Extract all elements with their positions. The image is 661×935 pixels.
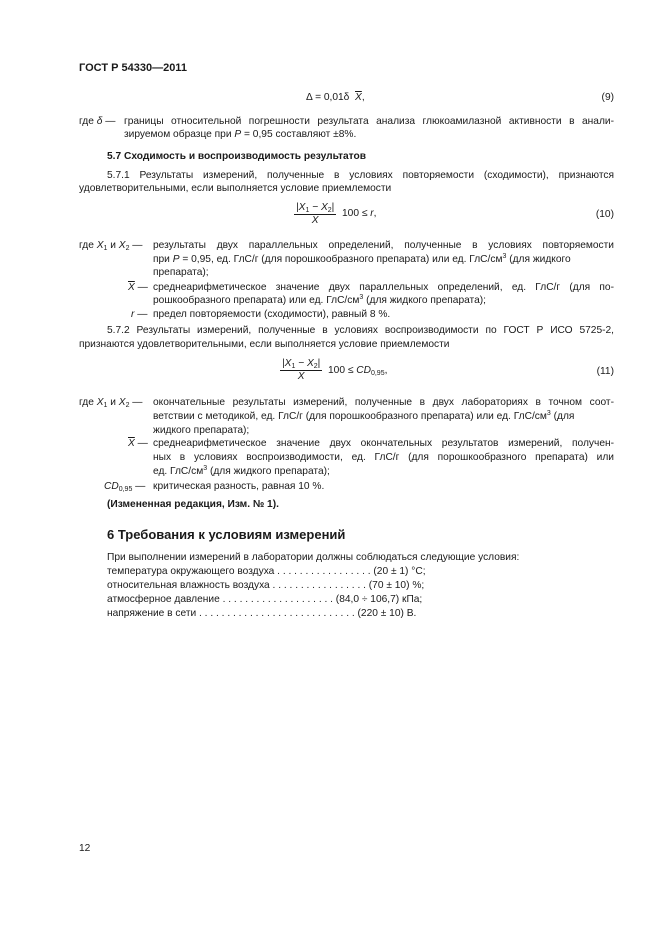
defs10-xbar-lead: $\overline{X}$ —	[128, 282, 148, 293]
equation-9	[306, 92, 365, 103]
defs11-cd-line1: критическая разность, равная 10 %.	[153, 481, 325, 492]
defs10-line3: препарата);	[153, 267, 209, 278]
defs11-line3: жидкого препарата);	[153, 425, 250, 436]
section-5-7-title: 5.7 Сходимость и воспроизводимость результатов	[107, 151, 366, 162]
defs10-r-lead: r —	[131, 309, 148, 320]
document-header: ГОСТ Р 54330—2011	[79, 62, 187, 74]
para-5-7-1-line1: 5.7.1 Результаты измерений, полученные в условиях повторяемости (сходимости), признаются	[107, 170, 614, 181]
defs11-xbar-line2: ных в условиях воспроизводимости, ед. ГлС/г (для порошкообразного препарата) или	[153, 452, 614, 463]
page-number: 12	[79, 843, 91, 854]
defs10-line2: при Р = 0,95, ед. ГлС/г (для порошкообразного препарата) или ед. ГлС/$см^3$ (для жидкого	[153, 253, 571, 265]
delta-definition-line2: зируемом образце при Р = 0,95 составляют ±8%.	[124, 129, 357, 140]
condition-temperature: температура окружающего воздуха . . . . . . . . . . . . . . . . . (20 ± 1) °С;	[107, 566, 426, 577]
delta-definition-lead: где δ —	[79, 116, 116, 127]
defs11-lead: где $X_1$ и $X_2$ —	[79, 397, 143, 409]
defs11-xbar-lead: $\overline{X}$ —	[128, 438, 148, 449]
equation-10-tail: 100 ≤ r,	[342, 208, 377, 219]
defs10-xbar-line1: среднеарифметическое значение двух параллельных определений, ед. ГлС/г (для по-	[153, 282, 614, 293]
defs11-cd-lead: $CD_{0,95}$ —	[104, 481, 146, 493]
para-5-7-2-line2: признаются удовлетворительными, если выполняется условие приемлемости	[79, 339, 450, 350]
condition-pressure: атмосферное давление . . . . . . . . . . . . . . . . . . . . (84,0 ÷ 106,7) кПа;	[107, 594, 423, 605]
equation-10-number: (10)	[595, 209, 614, 220]
condition-humidity: относительная влажность воздуха . . . . . . . . . . . . . . . . . (70 ± 10) %;	[107, 580, 425, 591]
section-6-intro: При выполнении измерений в лаборатории должны соблюдаться следующие условия:	[107, 552, 520, 563]
defs11-line2: ветствии с методикой, ед. ГлС/г (для порошкообразного препарата) или ед. ГлС/$см^3$ (для	[153, 410, 575, 422]
equation-9-number: (9)	[601, 92, 614, 103]
equation-9-tail: ,	[361, 92, 365, 103]
defs10-xbar-line2: рошкообразного препарата) или ед. ГлС/$см^3$ (для жидкого препарата);	[153, 294, 486, 306]
amendment-note: (Измененная редакция, Изм. № 1).	[107, 499, 279, 510]
para-5-7-1-line2: удовлетворительными, если выполняется условие приемлемости	[79, 183, 392, 194]
defs11-xbar-line3: ед. ГлС/$см^3$ (для жидкого препарата);	[153, 465, 330, 477]
condition-voltage: напряжение в сети . . . . . . . . . . . . . . . . . . . . . . . . . . . . (220 ± 10) В.	[107, 608, 417, 619]
equation-10-fraction: $\frac{|X_1 - X_2|}{X}$	[296, 202, 335, 226]
defs10-line1: результаты двух параллельных определений, полученные в условиях повторяемости	[153, 240, 614, 251]
equation-11-tail: $100 \le CD_{0,95}$,	[328, 365, 388, 377]
delta-definition-line1: границы относительной погрешности результата анализа глюкоамилазной активности в анали-	[124, 116, 614, 127]
defs10-r-line1: предел повторяемости (сходимости), равный 8 %.	[153, 309, 391, 320]
para-5-7-2-line1: 5.7.2 Результаты измерений, полученные в условиях воспроизводимости по ГОСТ Р ИСО 5725-2,	[107, 325, 614, 336]
equation-9-lhs: Δ = 0,01δ	[306, 92, 356, 103]
defs10-lead: где $X_1$ и $X_2$ —	[79, 240, 143, 252]
defs11-xbar-line1: среднеарифметическое значение двух окончательных результатов измерений, получен-	[153, 438, 614, 449]
section-6-title: 6 Требования к условиям измерений	[107, 527, 346, 542]
equation-11-fraction: $\frac{|X_1 - X_2|}{X}$	[282, 358, 321, 382]
defs11-line1: окончательные результаты измерений, полученные в двух лабораториях в точном соот-	[153, 397, 614, 408]
equation-9-xbar: $\overline{X}$	[355, 92, 362, 103]
equation-11-number: (11)	[596, 366, 614, 377]
